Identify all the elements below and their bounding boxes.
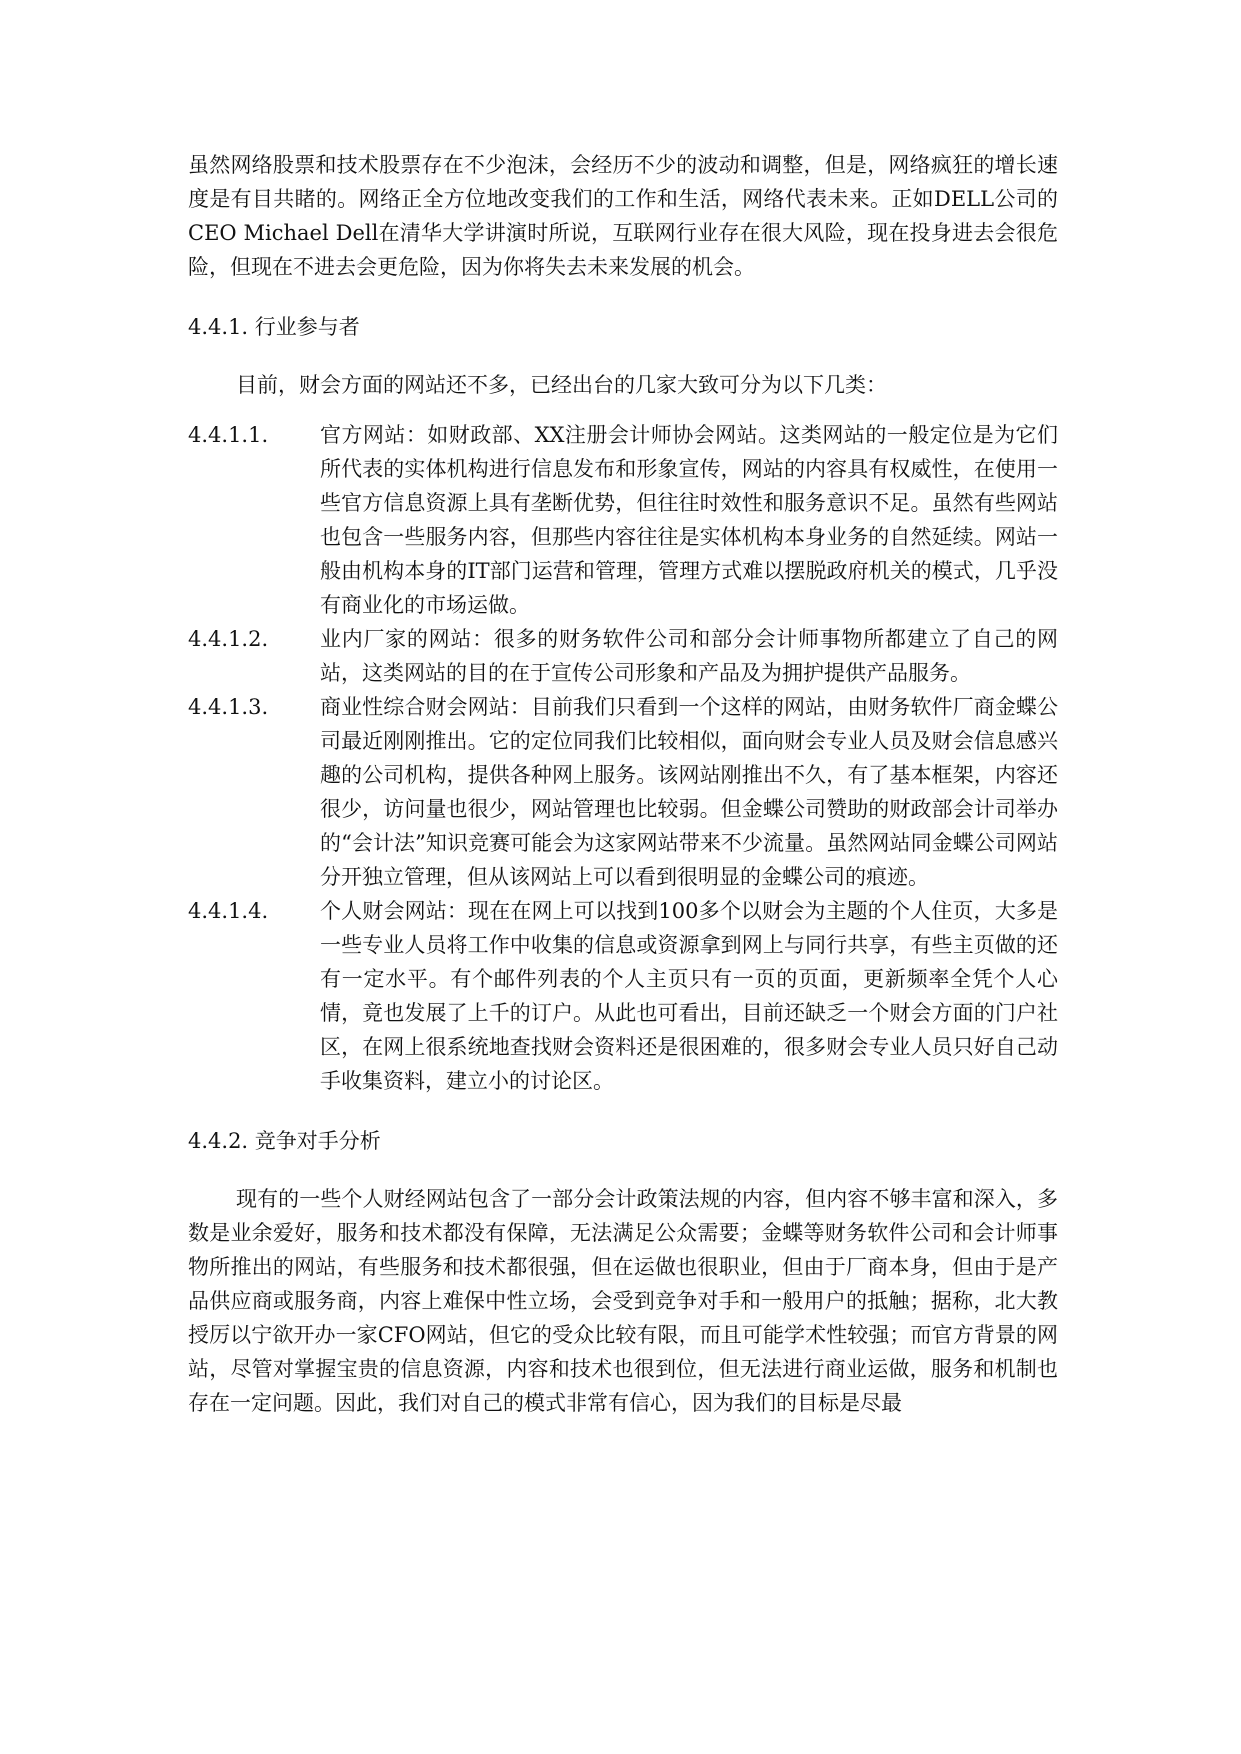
list-item-4-4-1-2: [188, 622, 1058, 690]
section-4-4-2-body: 现有的一些个人财经网站包含了一部分会计政策法规的内容，但内容不够丰富和深入，多数是业余爱好，服务和技术都没有保障，无法满足公众需要；金蝶等财务软件公司和会计师事物所推出的网站，有些服务和技术都很强，但在运做也很职业，但由于厂商本身，但由于是产品供应商或服务商，内容上难保中性立场，会受到竞争对手和一般用户的抵触；据称，北大教授厉以宁欲开办一家CFO网站，但它的受众比较有限，而且可能学术性较强；而官方背景的网站，尽管对掌握宝贵的信息资源，内容和技术也很到位，但无法进行商业运做，服务和机制也存在一定问题。因此，我们对自己的模式非常有信心，因为我们的目标是尽最: [188, 1187, 1058, 1415]
list-item-4-4-1-4: [188, 894, 1058, 1098]
section-heading-4-4-2: 4.4.2. 竞争对手分析: [188, 1129, 381, 1153]
list-item-text: 个人财会网站：现在在网上可以找到100多个以财会为主题的个人住页，大多是一些专业人员将工作中收集的信息或资源拿到网上与同行共享，有些主页做的还有一定水平。有个邮件列表的个人主页只有一页的页面，更新频率全凭个人心情，竟也发展了上千的订户。从此也可看出，目前还缺乏一个财会方面的门户社区，在网上很系统地查找财会资料还是很困难的，很多财会专业人员只好自己动手收集资料，建立小的讨论区。: [320, 899, 1058, 1093]
list-item-number: 4.4.1.1.: [188, 423, 269, 447]
section-heading-4-4-1: 4.4.1. 行业参与者: [188, 315, 360, 339]
list-item-number: 4.4.1.4.: [188, 899, 269, 923]
list-item-text: 业内厂家的网站：很多的财务软件公司和部分会计师事物所都建立了自己的网站，这类网站的目的在于宣传公司形象和产品及为拥护提供产品服务。: [320, 627, 1058, 685]
list-item-text: 官方网站：如财政部、XX注册会计师协会网站。这类网站的一般定位是为它们所代表的实体机构进行信息发布和形象宣传，网站的内容具有权威性，在使用一些官方信息资源上具有垄断优势，但往往时效性和服务意识不足。虽然有些网站也包含一些服务内容，但那些内容往往是实体机构本身业务的自然延续。网站一般由机构本身的IT部门运营和管理，管理方式难以摆脱政府机关的模式，几乎没有商业化的市场运做。: [320, 423, 1058, 617]
list-item-text: 商业性综合财会网站：目前我们只看到一个这样的网站，由财务软件厂商金蝶公司最近刚刚推出。它的定位同我们比较相似，面向财会专业人员及财会信息感兴趣的公司机构，提供各种网上服务。该网站刚推出不久，有了基本框架，内容还很少，访问量也很少，网站管理也比较弱。但金蝶公司赞助的财政部会计司举办的“会计法”知识竞赛可能会为这家网站带来不少流量。虽然网站同金蝶公司网站分开独立管理，但从该网站上可以看到很明显的金蝶公司的痕迹。: [320, 695, 1058, 889]
list-item-4-4-1-3: [188, 690, 1058, 894]
list-item-number: 4.4.1.3.: [188, 695, 269, 719]
intro-paragraph: 虽然网络股票和技术股票存在不少泡沫，会经历不少的波动和调整，但是，网络疯狂的增长速度是有目共睹的。网络正全方位地改变我们的工作和生活，网络代表未来。正如DELL公司的CEO Michael Dell在清华大学讲演时所说，互联网行业存在很大风险，现在投身进去会很危险，但现在不进去会更危险，因为你将失去未来发展的机会。: [188, 153, 1058, 279]
document-page: [188, 148, 1058, 1420]
list-item-number: 4.4.1.2.: [188, 627, 269, 651]
list-item-4-4-1-1: [188, 418, 1058, 622]
section-4-4-1-lead: 目前，财会方面的网站还不多，已经出台的几家大致可分为以下几类：: [236, 373, 887, 397]
